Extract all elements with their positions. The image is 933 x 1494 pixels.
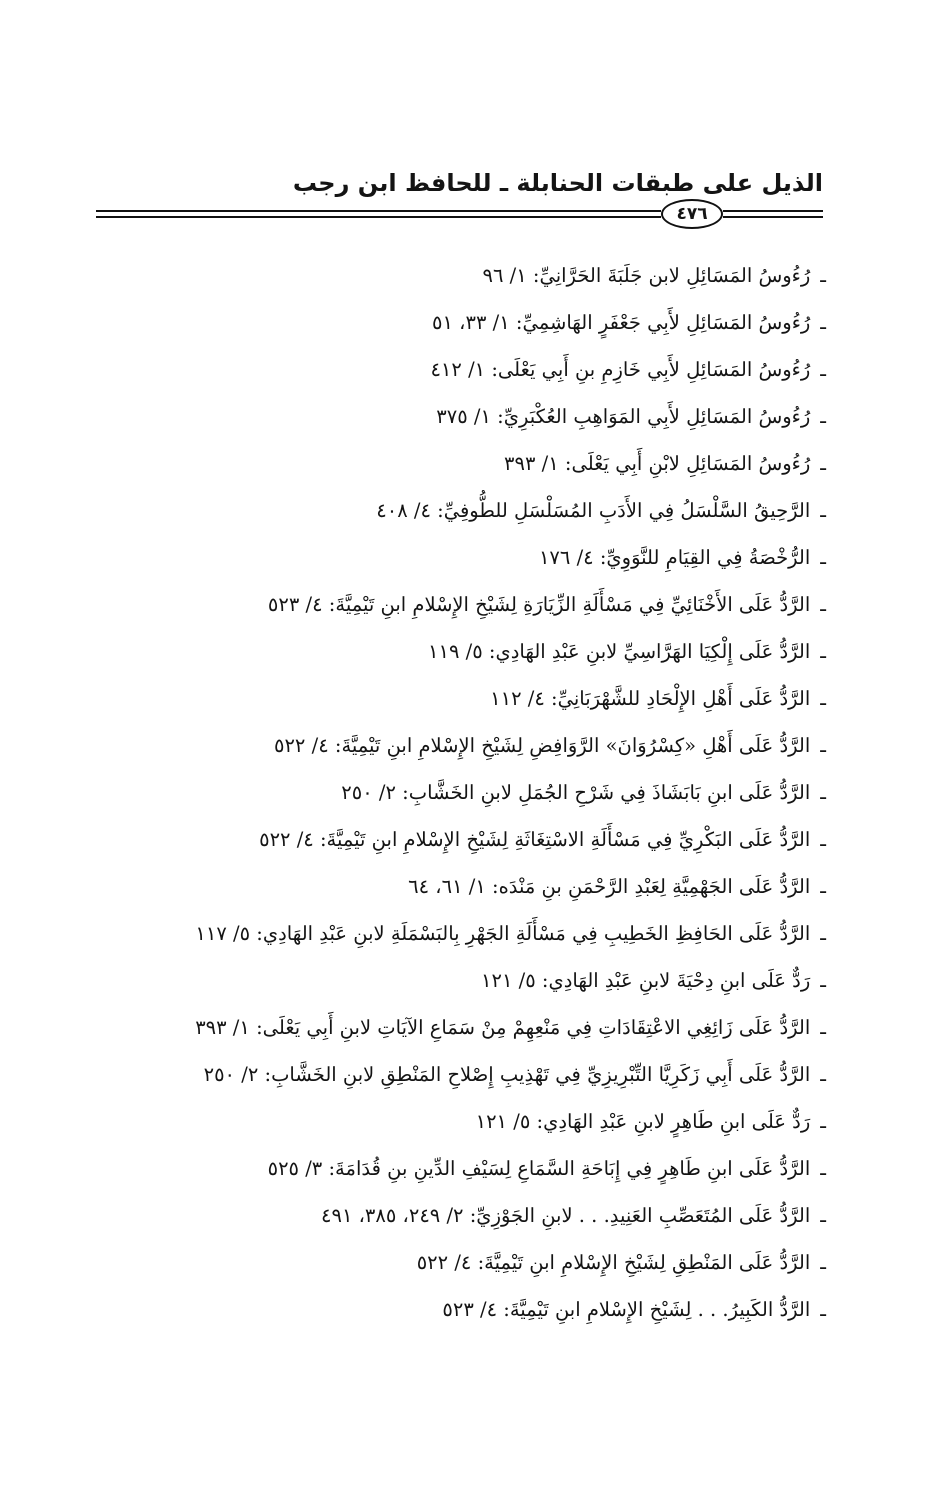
entry-text: رَدٌّ عَلَى ابنِ دِحْيَةَ لابنِ عَبْدِ الهَادِي: ٥/ ١٢١	[481, 969, 811, 992]
entry-dash: ـ	[820, 452, 826, 475]
entry-text: الرَّدُّ عَلَى زَائِغِي الاعْتِقَادَاتِ فِي مَنْعِهِمْ مِنْ سَمَاعِ الآيَاتِ لابنِ أَبِي يَعْلَى: ١/ ٣٩٣	[195, 1016, 811, 1039]
entry-text: رُءُوسُ المَسَائِلِ لأَبِي جَعْفَرٍ الهَاشِمِيِّ: ١/ ٣٣، ٥١	[432, 311, 811, 334]
list-item	[186, 957, 826, 1004]
entry-dash: ـ	[820, 499, 826, 522]
rule-line	[723, 210, 823, 212]
list-item	[186, 487, 826, 534]
entry-dash: ـ	[820, 1251, 826, 1274]
list-item	[186, 910, 826, 957]
entry-text: الرَّدُّ عَلَى ابنِ بَابَشَاذَ فِي شَرْحِ الجُمَلِ لابنِ الخَشَّابِ: ٢/ ٢٥٠	[341, 781, 811, 804]
list-item	[186, 534, 826, 581]
entry-text: الرَّدُّ عَلَى أَهْلِ الإِلْحَادِ للشَّهْرَبَانِيِّ: ٤/ ١١٢	[490, 687, 811, 710]
entry-dash: ـ	[820, 311, 826, 334]
entry-dash: ـ	[820, 405, 826, 428]
entry-text: الرَّدُّ عَلَى إِلْكِيَا الهَرَّاسِيِّ لابنِ عَبْدِ الهَادِي: ٥/ ١١٩	[428, 640, 811, 663]
list-item	[186, 440, 826, 487]
entry-dash: ـ	[820, 969, 826, 992]
entry-dash: ـ	[820, 1298, 826, 1321]
entry-dash: ـ	[820, 264, 826, 287]
list-item	[186, 863, 826, 910]
list-item	[186, 1051, 826, 1098]
rule-line	[96, 210, 661, 212]
rule-line	[96, 216, 661, 218]
index-entries	[186, 252, 826, 1333]
entry-dash: ـ	[820, 593, 826, 616]
entry-text: رُءُوسُ المَسَائِلِ لأَبِي المَوَاهِبِ العُكْبَرِيِّ: ١/ ٣٧٥	[436, 405, 811, 428]
entry-dash: ـ	[820, 781, 826, 804]
list-item	[186, 1098, 826, 1145]
running-title: الذيل على طبقات الحنابلة ـ للحافظ ابن رجب	[292, 169, 823, 197]
page-header	[96, 168, 823, 198]
entry-text: الرَّدُّ عَلَى أَبِي زَكَرِيَّا التِّبْرِيزِيِّ فِي تَهْذِيبِ إِصْلاحِ المَنْطِقِ لابنِ الخَشَّابِ: ٢/ ٢٥٠	[203, 1063, 811, 1086]
list-item	[186, 628, 826, 675]
header-rule	[96, 199, 823, 239]
entry-text: رُءُوسُ المَسَائِلِ لابن جَلَبَةَ الحَرَّانِيِّ: ١/ ٩٦	[482, 264, 811, 287]
list-item	[186, 675, 826, 722]
list-item	[186, 1004, 826, 1051]
list-item	[186, 252, 826, 299]
entry-text: الرَّدُّ عَلَى الأَخْنَائِيِّ فِي مَسْأَلَةِ الزِّيَارَةِ لِشَيْخِ الإِسْلامِ ابنِ تَيْمِيَّةَ: ٤/ ٥٢٣	[267, 593, 811, 616]
list-item	[186, 299, 826, 346]
entry-text: رَدٌّ عَلَى ابنِ طَاهِرٍ لابنِ عَبْدِ الهَادِي: ٥/ ١٢١	[475, 1110, 811, 1133]
entry-text: الرَّحِيقُ السَّلْسَلُ فِي الأَدَبِ المُسَلْسَلِ للطُّوفِيِّ: ٤/ ٤٠٨	[376, 499, 811, 522]
list-item	[186, 722, 826, 769]
entry-text: الرَّدُّ عَلَى المَنْطِقِ لِشَيْخِ الإِسْلامِ ابنِ تَيْمِيَّةَ: ٤/ ٥٢٢	[416, 1251, 811, 1274]
entry-dash: ـ	[820, 358, 826, 381]
entry-dash: ـ	[820, 1157, 826, 1180]
list-item	[186, 816, 826, 863]
entry-dash: ـ	[820, 828, 826, 851]
list-item	[186, 346, 826, 393]
entry-dash: ـ	[820, 922, 826, 945]
list-item	[186, 581, 826, 628]
entry-text: الرَّدُّ الكَبِيرُ. . . لِشَيْخِ الإِسْلامِ ابنِ تَيْمِيَّةَ: ٤/ ٥٢٣	[442, 1298, 811, 1321]
entry-dash: ـ	[820, 734, 826, 757]
list-item	[186, 1239, 826, 1286]
entry-dash: ـ	[820, 1110, 826, 1133]
entry-dash: ـ	[820, 640, 826, 663]
entry-text: رُءُوسُ المَسَائِلِ لابْنِ أَبِي يَعْلَى: ١/ ٣٩٣	[504, 452, 811, 475]
entry-dash: ـ	[820, 1063, 826, 1086]
entry-dash: ـ	[820, 875, 826, 898]
rule-line	[723, 216, 823, 218]
entry-text: رُءُوسُ المَسَائِلِ لأَبِي خَازِمِ بنِ أَبِي يَعْلَى: ١/ ٤١٢	[430, 358, 811, 381]
entry-dash: ـ	[820, 1204, 826, 1227]
entry-text: الرَّدُّ عَلَى أَهْلِ «كِسْرُوَانَ» الرَّوَافِضِ لِشَيْخِ الإِسْلامِ ابنِ تَيْمِيَّةَ: ٤/ ٥٢٢	[273, 734, 811, 757]
entry-text: الرَّدُّ عَلَى الجَهْمِيَّةِ لِعَبْدِ الرَّحْمَنِ بنِ مَنْدَه: ١/ ٦١، ٦٤	[408, 875, 811, 898]
entry-dash: ـ	[820, 687, 826, 710]
entry-dash: ـ	[820, 1016, 826, 1039]
list-item	[186, 1145, 826, 1192]
entry-text: الرُّخْصَةُ فِي القِيَامِ للنَّوَوِيِّ: ٤/ ١٧٦	[538, 546, 811, 569]
entry-dash: ـ	[820, 546, 826, 569]
list-item	[186, 1286, 826, 1333]
entry-text: الرَّدُّ عَلَى البَكْرِيِّ فِي مَسْأَلَةِ الاسْتِغَاثَةِ لِشَيْخِ الإِسْلامِ ابنِ تَيْمِيَّةَ: ٤/ ٥٢٢	[259, 828, 811, 851]
entry-text: الرَّدُّ عَلَى المُتَعَصِّبِ العَنِيدِ. . . لابنِ الجَوْزِيِّ: ٢/ ٢٤٩، ٣٨٥، ٤٩١	[321, 1204, 811, 1227]
entry-text: الرَّدُّ عَلَى ابنِ طَاهِرٍ فِي إِبَاحَةِ السَّمَاعِ لِسَيْفِ الدِّينِ بنِ قُدَامَةَ: ٣/ ٥٢٥	[267, 1157, 811, 1180]
entry-text: الرَّدُّ عَلَى الحَافِظِ الخَطِيبِ فِي مَسْأَلَةِ الجَهْرِ بِالبَسْمَلَةِ لابنِ عَبْدِ الهَادِي: ٥/ ١١٧	[195, 922, 811, 945]
list-item	[186, 769, 826, 816]
page-number: ٤٧٦	[661, 199, 723, 229]
list-item	[186, 393, 826, 440]
list-item	[186, 1192, 826, 1239]
